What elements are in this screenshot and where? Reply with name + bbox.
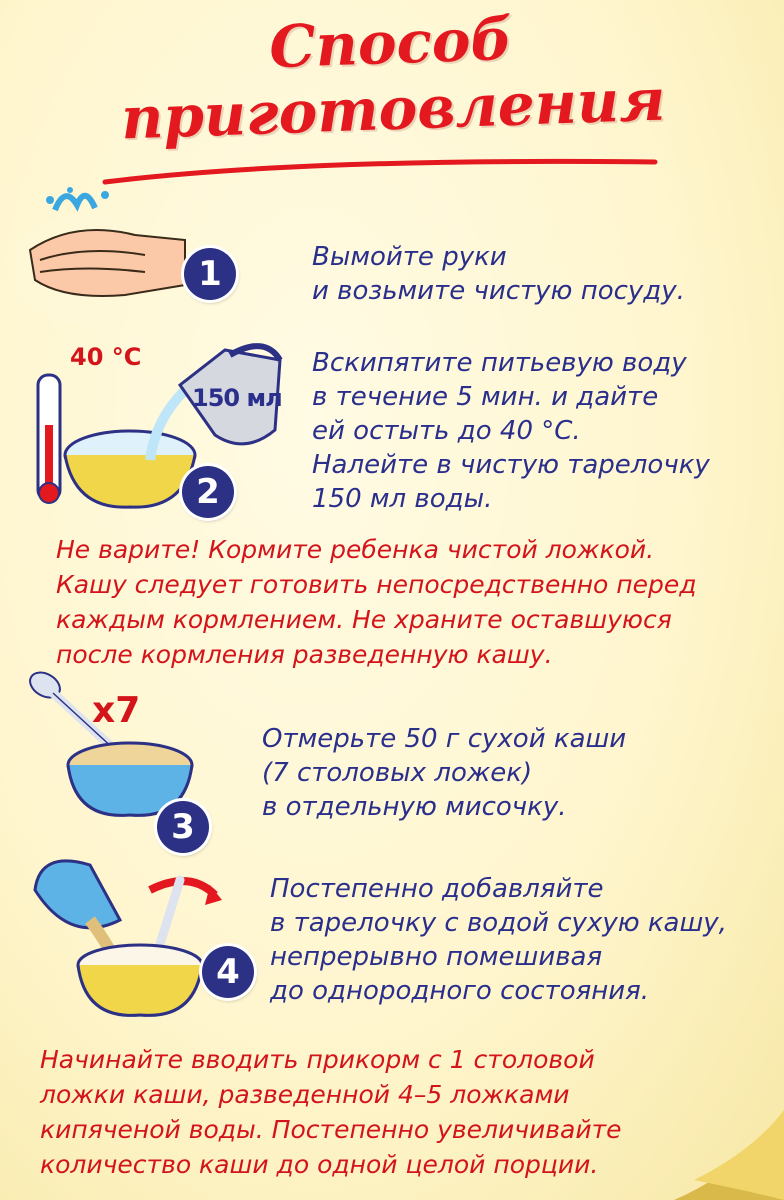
title-line-1: Способ	[268, 4, 514, 82]
step-4-line: до однородного состояния.	[270, 976, 650, 1006]
step-2-line: Налейте в чистую тарелочку	[312, 450, 710, 480]
step-4-line: в тарелочку с водой сухую кашу,	[270, 908, 727, 938]
step-4-line: Постепенно добавляйте	[270, 874, 604, 904]
footer-line: кипяченой воды. Постепенно увеличивайте	[40, 1115, 622, 1144]
step-4-text	[270, 872, 727, 1008]
footer-note	[40, 1042, 622, 1182]
step-3-text	[262, 722, 626, 824]
title-line-2: приготовления	[119, 65, 667, 153]
page-curl-icon	[634, 1050, 784, 1200]
temperature-label: 40 °С	[70, 343, 142, 371]
step-2-text	[312, 346, 710, 516]
step-1-badge: 1	[184, 248, 236, 300]
kettle-bowl-thermometer-icon	[30, 335, 290, 515]
step-1-line: Вымойте руки	[312, 242, 507, 272]
footer-line: ложки каши, разведенной 4–5 ложками	[40, 1080, 570, 1109]
spoon-count-label: x7	[92, 690, 141, 731]
warning-text	[56, 532, 697, 672]
step-3-line: Отмерьте 50 г сухой каши	[262, 724, 627, 754]
warning-line: после кормления разведенную кашу.	[56, 640, 553, 669]
pour-cereal-into-bowl-icon	[30, 850, 250, 1030]
page-title	[0, 0, 784, 156]
step-1-line: и возьмите чистую посуду.	[312, 276, 685, 306]
washing-hands-icon	[15, 180, 195, 330]
step-3-line: в отдельную мисочку.	[262, 792, 567, 822]
step-2-line: Вскипятите питьевую воду	[312, 348, 687, 378]
step-2-badge: 2	[182, 466, 234, 518]
step-3-badge: 3	[157, 801, 209, 853]
volume-label: 150 мл	[192, 384, 282, 412]
warning-line: Кашу следует готовить непосредственно перед	[56, 570, 697, 599]
step-2-line: в течение 5 мин. и дайте	[312, 382, 659, 412]
step-1-text	[312, 240, 685, 308]
footer-line: Начинайте вводить прикорм с 1 столовой	[40, 1045, 595, 1074]
warning-line: Не варите! Кормите ребенка чистой ложкой.	[56, 535, 655, 564]
step-4-line: непрерывно помешивая	[270, 942, 603, 972]
footer-line: количество каши до одной целой порции.	[40, 1150, 599, 1179]
step-2-line: ей остыть до 40 °С.	[312, 416, 581, 446]
step-2-line: 150 мл воды.	[312, 484, 493, 514]
step-3-line: (7 столовых ложек)	[262, 758, 533, 788]
warning-line: каждым кормлением. Не храните оставшуюся	[56, 605, 672, 634]
step-4-badge: 4	[202, 946, 254, 998]
